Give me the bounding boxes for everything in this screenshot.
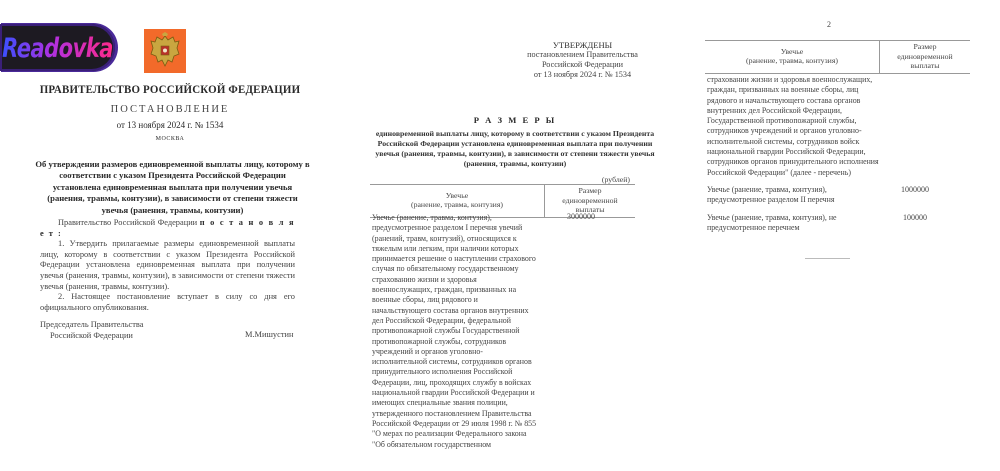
approval-stamp (510, 40, 655, 80)
approved-head: УТВЕРЖДЕНЫ (552, 40, 613, 50)
table-row-2-injury: Увечье (ранение, травма, контузия), предусмотренное разделом II перечня (707, 185, 835, 205)
double-headed-eagle-icon (148, 32, 182, 70)
government-title: ПРАВИТЕЛЬСТВО РОССИЙСКОЙ ФЕДЕРАЦИИ (39, 84, 301, 96)
header-amount-line2: единовременной выплаты (562, 195, 618, 214)
document-page-3 (695, 0, 985, 471)
coat-of-arms-icon (144, 29, 186, 73)
currency-unit: (рублей) (601, 175, 630, 184)
document-type: ПОСТАНОВЛЕНИЕ (110, 104, 230, 115)
end-of-document-divider (805, 258, 850, 259)
signature-title-line1: Председатель Правительства (40, 320, 144, 329)
table-row-1-amount: 3000000 (567, 212, 595, 221)
signature-title (40, 320, 143, 341)
approved-line1: постановлением Правительства (527, 50, 638, 59)
document-page-2 (360, 0, 670, 471)
approved-line2: Российской Федерации (541, 60, 624, 69)
decree-date-number: от 13 ноября 2024 г. № 1534 (116, 120, 224, 130)
resolves-text: п о с т а н о в л я е т : (40, 218, 295, 238)
signature-name: М.Мишустин (245, 330, 294, 339)
table-row-3-amount: 100000 (903, 213, 927, 222)
page-number: 2 (827, 20, 831, 29)
approved-line3: от 13 ноября 2024 г. № 1534 (533, 70, 632, 79)
sizes-subtitle: единовременной выплаты лицу, которому в соответствии с указом Президента Российской Федерации установлена единовременная выплата при получении увечья (ранения, травмы, контузии), в зависимости от степени тяжести увечья (ранения, травмы, контузии) (375, 129, 655, 168)
document-page-1 (0, 0, 335, 471)
logo-text: Readovka (2, 32, 113, 63)
header-injury (705, 41, 880, 74)
item-2: 2. Настоящее постановление вступает в силу со дня его официального опубликования. (40, 292, 295, 312)
table-row-2-amount: 1000000 (901, 185, 929, 194)
preamble-text: Правительство Российской Федерации (58, 218, 198, 227)
header-amount-line2: единовременной выплаты (897, 51, 953, 70)
header-injury-line2: (ранение, травма, контузия) (745, 56, 839, 66)
header-amount (880, 41, 971, 74)
header-amount-line1: Размер (913, 42, 937, 51)
preamble (40, 218, 295, 239)
table-row-3-injury: Увечье (ранение, травма, контузия), не предусмотренное перечнем (707, 213, 837, 233)
item-1: 1. Утвердить прилагаемые размеры единовременной выплаты лицу, которому в соответствии с указом Президента Российской Федерации установлена единовременная выплата при получении увечья (ранения, травмы, контузии), в зависимости от степени тяжести увечья (ранения, травмы, контузии). (40, 239, 295, 291)
sizes-title: Р А З М Е Р Ы (473, 115, 557, 125)
signature-title-line2: Российской Федерации (50, 330, 133, 340)
decree-body (40, 218, 295, 313)
decree-subject: Об утверждении размеров единовременной выплаты лицу, которому в соответствии с указом Президента Российской Федерации установлена единовременная выплата при получении увечья (ранения, травмы, контузии), в зависимости от степени тяжести увечья (ранения, травмы, контузии) (35, 159, 310, 215)
header-injury-line1: Увечье (445, 190, 469, 200)
header-injury-line1: Увечье (780, 46, 804, 56)
table-row-1-injury: Увечье (ранение, травма, контузия), предусмотренное разделом I перечня увечий (ранений, травм, контузий), относящихся к тяжелым или легким, при наличии которых принимается решение о наступлении страхового случая по обязательному государственному страхованию жизни и здоровья военнослужащих, граждан, призванных на военные сборы, лиц рядового и начальствующего состава органов внутренних дел Российской Федерации, федеральной противопожарной службы Государственной противопожарной службы, сотрудников учреждений и органов уголовно-исполнительной системы, сотрудников органов принудительного исполнения Российской Федерации, лиц, проходящих службу в войсках национальной гвардии Российской Федерации и имеющих специальные звания полиции, утвержденного постановлением Правительства Российской Федерации от 29 июля 1998 г. № 855 "О мерах по реализации Федерального закона "Об обязательном государственном (372, 213, 537, 449)
header-injury-line2: (ранение, травма, контузия) (410, 200, 504, 210)
readovka-logo (0, 24, 115, 71)
table-row-1-continuation: страховании жизни и здоровья военнослужащих, граждан, призванных на военные сборы, лиц рядового и начальствующего состава органов внутренних дел Российской Федерации, Государственной противопожарной службы, сотрудников учреждений и органов уголовно-исполнительной системы, сотрудников войск национальной гвардии Российской Федерации, сотрудников органов принудительного исполнения Российской Федерации" (далее - перечень) (707, 75, 879, 177)
header-amount-line1: Размер (578, 186, 602, 195)
decree-city: МОСКВА (155, 136, 185, 142)
payments-table-header-continued (705, 40, 970, 74)
